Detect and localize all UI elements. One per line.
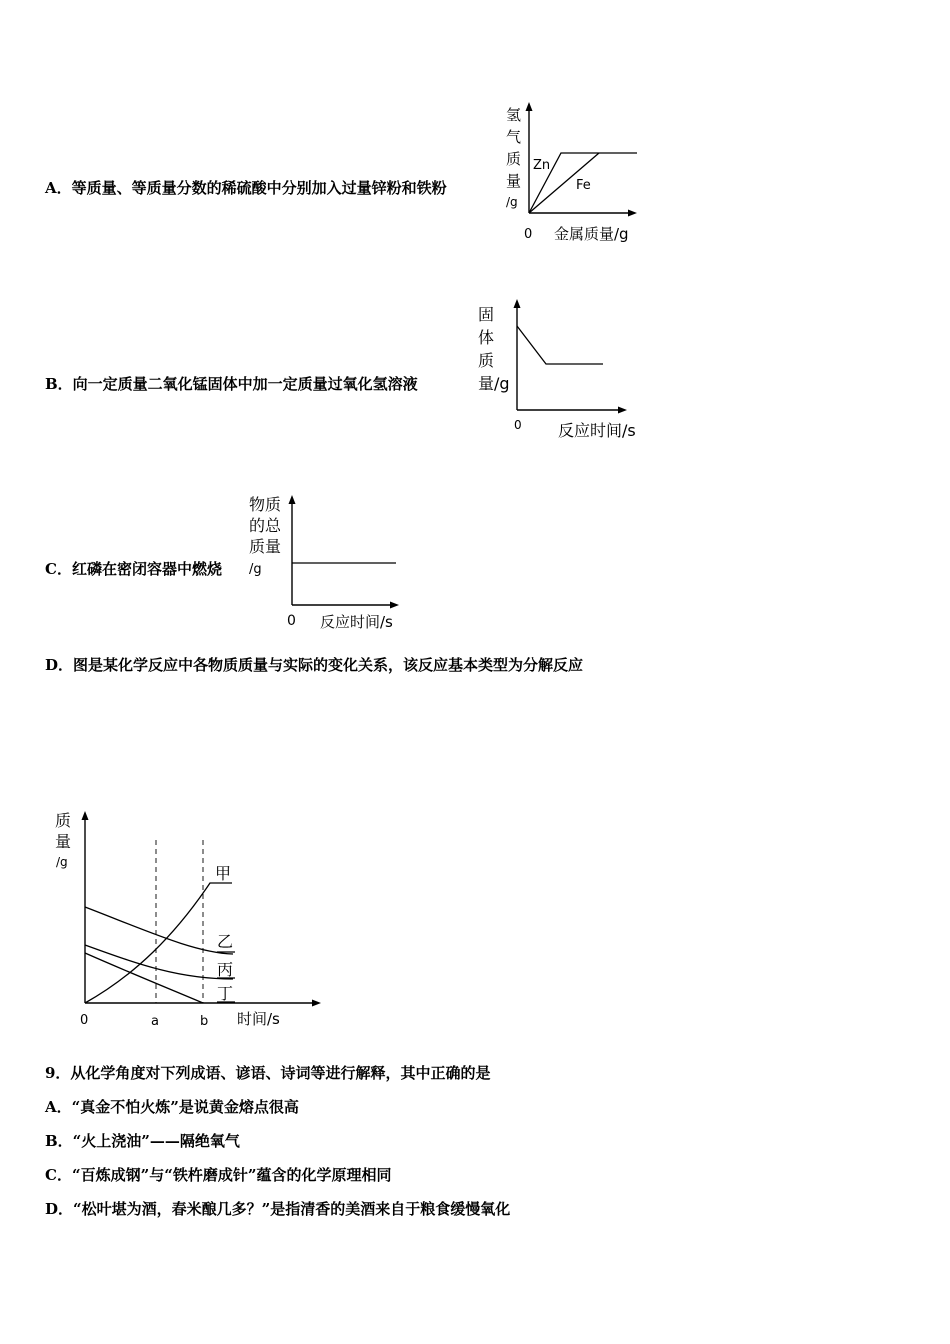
ylabel-char-4: 量/g [478, 374, 510, 393]
y-axis-arrow [514, 299, 521, 308]
series-yi-label: 乙 [217, 932, 234, 951]
x-axis-arrow [618, 407, 627, 414]
series-ding-label: 丁 [217, 984, 234, 1003]
origin-label: 0 [287, 613, 296, 629]
ylabel-line-3: 质量 [249, 537, 282, 556]
yunit: /g [56, 855, 68, 869]
origin-label: 0 [80, 1013, 89, 1028]
chart-hydrogen-vs-metal [500, 100, 650, 245]
question-9-option-a: A．“真金不怕火炼”是说黄金熔点很高 [45, 1098, 299, 1116]
question-9-option-d: D．“松叶堪为酒，春米酿几多？”是指清香的美酒来自于粮食缓慢氧化 [45, 1200, 511, 1218]
x-axis-arrow [628, 210, 637, 217]
option-b: B．向一定质量二氧化锰固体中加一定质量过氧化氢溶液 [45, 375, 418, 393]
y-axis-arrow [82, 811, 89, 820]
series-bing-label: 丙 [217, 960, 234, 979]
series-fe-label: Fe [576, 178, 591, 193]
ylabel-char-2: 量 [55, 832, 72, 851]
ylabel-char-3: 质 [478, 351, 495, 370]
question-9-stem: 9．从化学角度对下列成语、谚语、诗词等进行解释，其中正确的是 [45, 1064, 491, 1082]
option-c: C．红磷在密闭容器中燃烧 [45, 560, 222, 578]
chart-solid-mass-vs-time [470, 295, 650, 445]
x-axis-arrow [390, 602, 399, 609]
series-zn-label: Zn [533, 158, 551, 173]
ylabel-char-1: 质 [55, 811, 72, 830]
option-a: A．等质量、等质量分数的稀硫酸中分别加入过量锌粉和铁粉 [45, 179, 447, 197]
x-axis-label: 时间/s [237, 1010, 280, 1028]
solid-mass-line [517, 326, 603, 364]
x-axis-label: 反应时间/s [558, 421, 636, 440]
x-axis-label: 反应时间/s [320, 613, 393, 631]
question-9-option-b: B．“火上浇油”——隔绝氧气 [45, 1132, 240, 1150]
y-axis-arrow [526, 102, 533, 111]
option-d: D．图是某化学反应中各物质质量与实际的变化关系，该反应基本类型为分解反应 [45, 656, 584, 674]
ylabel-line-1: 物质 [249, 495, 282, 514]
ylabel-char-4: 量 [506, 172, 522, 190]
ylabel-char-2: 体 [478, 328, 495, 347]
y-axis-arrow [289, 495, 296, 504]
x-tick-a: a [151, 1014, 159, 1029]
origin-label: 0 [514, 418, 522, 432]
ylabel-line-2: 的总 [249, 516, 282, 535]
x-axis-label: 金属质量/g [554, 225, 629, 243]
chart-total-mass-vs-time [240, 490, 410, 635]
origin-label: 0 [524, 227, 533, 242]
x-tick-b: b [200, 1014, 209, 1029]
series-yi-curve [85, 907, 233, 954]
x-axis-arrow [312, 1000, 321, 1007]
ylabel-char-1: 固 [478, 305, 495, 324]
chart-substance-mass-vs-time [45, 805, 335, 1035]
ylabel-char-1: 氢 [506, 106, 522, 124]
yunit: /g [506, 195, 518, 209]
question-9-option-c: C．“百炼成钢”与“铁杵磨成针”蕴含的化学原理相同 [45, 1166, 392, 1184]
ylabel-char-2: 气 [506, 128, 522, 146]
series-jia-label: 甲 [215, 864, 232, 883]
ylabel-char-3: 质 [506, 150, 522, 168]
ylabel-line-4: /g [249, 562, 262, 577]
